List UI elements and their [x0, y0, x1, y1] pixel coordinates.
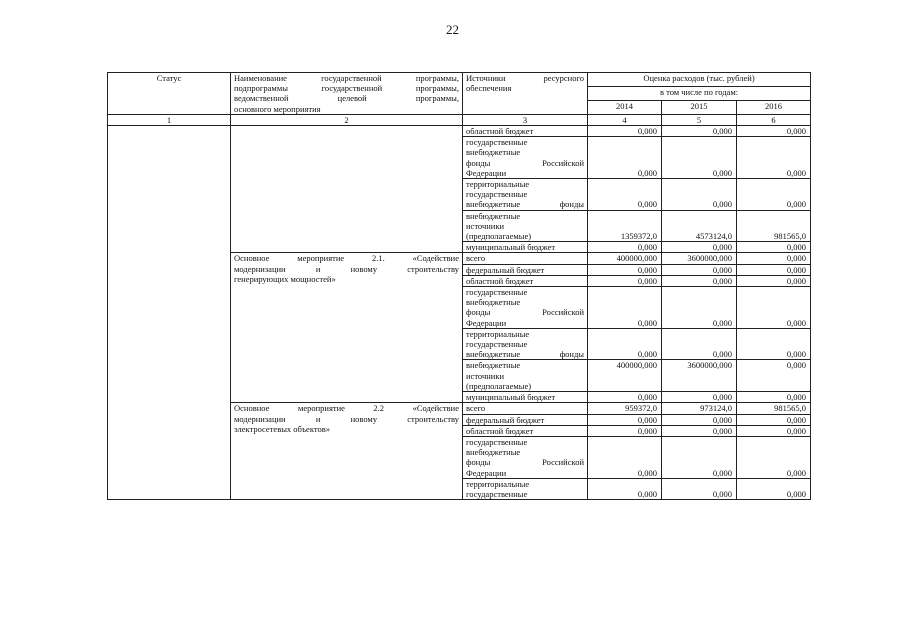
source-line: Федерации — [466, 167, 507, 178]
column-index: 6 — [737, 114, 811, 125]
value-cell: 0,000 — [588, 275, 662, 286]
source-cell — [463, 275, 588, 286]
status-cell — [108, 126, 231, 500]
table-row — [108, 126, 811, 137]
value-cell: 0,000 — [737, 392, 811, 403]
page-number: 22 — [446, 22, 459, 37]
source-line: всего — [466, 403, 486, 414]
source-line: фонды Российской — [466, 457, 584, 468]
value-cell: 0,000 — [588, 287, 662, 329]
value-cell: 0,000 — [737, 264, 811, 275]
header-year-2014: 2014 — [588, 100, 662, 114]
header-estimate: Оценка расходов (тыс. рублей) — [588, 73, 811, 87]
source-line: государственные — [466, 287, 528, 298]
source-cell — [463, 425, 588, 436]
measure-title-line: электросетевых объектов» — [234, 423, 330, 434]
source-cell — [463, 328, 588, 360]
measure-title-line: модернизации и новому строительству — [234, 413, 459, 424]
value-cell: 400000,000 — [588, 360, 662, 392]
source-cell — [463, 137, 588, 179]
header-sources: Источники ресурсного обеспечения — [463, 73, 588, 115]
source-line: фонды Российской — [466, 307, 584, 318]
value-cell: 0,000 — [588, 478, 662, 499]
source-line: внебюджетные фонды — [466, 349, 584, 360]
source-line: федеральный бюджет — [466, 264, 545, 275]
value-cell: 0,000 — [737, 137, 811, 179]
value-cell: 0,000 — [588, 436, 662, 478]
header-year-2015: 2015 — [662, 100, 737, 114]
expenditure-table — [107, 72, 811, 500]
value-cell: 0,000 — [588, 137, 662, 179]
value-cell: 0,000 — [737, 414, 811, 425]
value-cell: 0,000 — [662, 392, 737, 403]
source-line: всего — [466, 253, 486, 264]
header-row-1 — [108, 73, 811, 87]
value-cell: 0,000 — [662, 414, 737, 425]
measure-title — [231, 403, 463, 500]
value-cell: 0,000 — [662, 436, 737, 478]
value-cell: 0,000 — [588, 264, 662, 275]
value-cell: 0,000 — [662, 179, 737, 211]
value-cell: 0,000 — [662, 287, 737, 329]
source-line: областной бюджет — [466, 275, 534, 286]
source-line: источники — [466, 370, 505, 381]
value-cell: 1359372,0 — [588, 210, 662, 242]
value-cell: 0,000 — [588, 414, 662, 425]
value-cell: 0,000 — [737, 287, 811, 329]
value-cell: 0,000 — [737, 360, 811, 392]
value-cell: 981565,0 — [737, 403, 811, 414]
source-line: территориальные — [466, 179, 530, 190]
name-cell-empty — [231, 126, 463, 253]
source-line: фонды Российской — [466, 157, 584, 168]
source-line: территориальные — [466, 328, 530, 339]
value-cell: 0,000 — [662, 425, 737, 436]
source-line: внебюджетные — [466, 297, 521, 308]
header-status: Статус — [108, 73, 231, 115]
source-cell — [463, 360, 588, 392]
value-cell: 0,000 — [737, 425, 811, 436]
value-cell: 3600000,000 — [662, 253, 737, 264]
source-line: внебюджетные — [466, 447, 521, 458]
source-line: государственные — [466, 189, 528, 200]
source-cell — [463, 287, 588, 329]
value-cell: 0,000 — [662, 137, 737, 179]
measure-title — [231, 253, 463, 403]
value-cell: 0,000 — [737, 328, 811, 360]
measure-title-line: модернизации и новому строительству — [234, 263, 459, 274]
source-cell — [463, 436, 588, 478]
source-cell — [463, 403, 588, 414]
value-cell: 959372,0 — [588, 403, 662, 414]
value-cell: 0,000 — [662, 242, 737, 253]
source-cell — [463, 264, 588, 275]
measure-title-line: Основное мероприятие 2.1. «Содействие — [234, 253, 459, 264]
source-line: государственные — [466, 436, 528, 447]
source-line: внебюджетные фонды — [466, 199, 584, 210]
value-cell: 0,000 — [737, 179, 811, 211]
value-cell: 0,000 — [737, 436, 811, 478]
source-cell — [463, 242, 588, 253]
value-cell: 400000,000 — [588, 253, 662, 264]
measure-title-line: Основное мероприятие 2.2 «Содействие — [234, 403, 459, 414]
source-line: территориальные — [466, 478, 530, 489]
value-cell: 0,000 — [588, 179, 662, 211]
value-cell: 0,000 — [662, 126, 737, 137]
source-line: Федерации — [466, 317, 507, 328]
source-line: Федерации — [466, 467, 507, 478]
value-cell: 4573124,0 — [662, 210, 737, 242]
source-line: муниципальный бюджет — [466, 392, 556, 403]
source-line: федеральный бюджет — [466, 414, 545, 425]
value-cell: 981565,0 — [737, 210, 811, 242]
value-cell: 0,000 — [662, 264, 737, 275]
value-cell: 0,000 — [737, 242, 811, 253]
source-line: внебюджетные — [466, 360, 521, 371]
source-cell — [463, 392, 588, 403]
source-line: областной бюджет — [466, 126, 534, 137]
header-by-years: в том числе по годам: — [588, 86, 811, 100]
value-cell: 0,000 — [737, 126, 811, 137]
source-line: муниципальный бюджет — [466, 242, 556, 253]
value-cell: 3600000,000 — [662, 360, 737, 392]
source-line: областной бюджет — [466, 425, 534, 436]
value-cell: 0,000 — [662, 275, 737, 286]
source-cell — [463, 126, 588, 137]
source-cell — [463, 414, 588, 425]
source-cell — [463, 179, 588, 211]
value-cell: 973124,0 — [662, 403, 737, 414]
source-line: источники — [466, 220, 505, 231]
source-cell — [463, 210, 588, 242]
header-year-2016: 2016 — [737, 100, 811, 114]
value-cell: 0,000 — [588, 126, 662, 137]
value-cell: 0,000 — [737, 275, 811, 286]
value-cell: 0,000 — [737, 478, 811, 499]
header-name: Наименование государственной программы, подпрограммы государственной программы, ведомственной целевой программы, основного мероприятия — [231, 73, 463, 115]
value-cell: 0,000 — [737, 253, 811, 264]
column-index: 1 — [108, 114, 231, 125]
source-line: государственные — [466, 339, 528, 350]
source-line: (предполагаемые) — [466, 231, 532, 242]
value-cell: 0,000 — [662, 328, 737, 360]
value-cell: 0,000 — [588, 328, 662, 360]
source-cell — [463, 478, 588, 499]
source-line: внебюджетные — [466, 147, 521, 158]
column-index: 3 — [463, 114, 588, 125]
value-cell: 0,000 — [588, 392, 662, 403]
source-line: (предполагаемые) — [466, 380, 532, 391]
source-line: внебюджетные — [466, 210, 521, 221]
value-cell: 0,000 — [588, 425, 662, 436]
column-index: 2 — [231, 114, 463, 125]
source-line: государственные — [466, 488, 528, 499]
value-cell: 0,000 — [588, 242, 662, 253]
source-line: государственные — [466, 137, 528, 148]
value-cell: 0,000 — [662, 478, 737, 499]
column-index: 4 — [588, 114, 662, 125]
column-index: 5 — [662, 114, 737, 125]
source-cell — [463, 253, 588, 264]
measure-title-line: генерирующих мощностей» — [234, 273, 336, 284]
column-index-row — [108, 114, 811, 125]
